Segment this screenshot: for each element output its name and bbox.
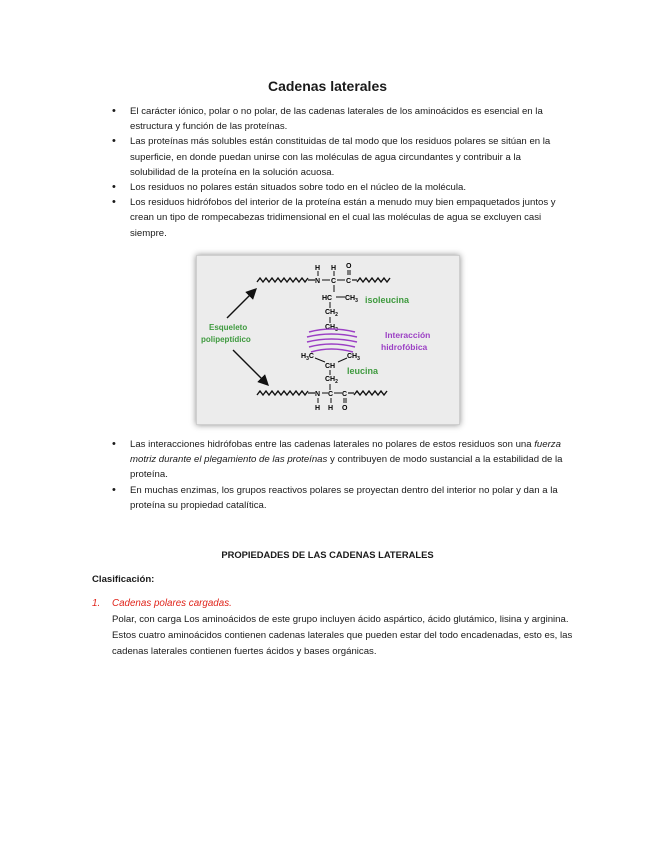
atom-c: C xyxy=(346,278,352,285)
group-ch3-b: $CH_3$ xyxy=(325,324,338,333)
item-body: Polar, con carga Los aminoácidos de este grupo incluyen ácido aspártico, ácido glutámico, lisina y arginina. Estos cuatro aminoácidos contienen cadenas laterales que pueden estar del todo encadenadas, esto es, las cadenas laterales contienen fuertes ácidos y bases orgánicas. xyxy=(112,614,573,657)
backbone-bottom-left xyxy=(257,391,308,395)
backbone-label-1: Esqueleto xyxy=(209,323,248,332)
list-item: • Las proteínas más solubles están constituidas de tal modo que los residuos polares se sitúan en la superficie, en donde puedan unirse con las moléculas de agua circundantes y contribuir a la solubilidad de la proteína en la solución acuosa. xyxy=(112,134,567,180)
atom-h: H xyxy=(315,405,321,412)
atom-n: N xyxy=(315,391,321,398)
group-h3c: $H_3C$ xyxy=(301,353,314,362)
numbered-item-heading: 1. Cadenas polares cargadas. xyxy=(92,598,232,609)
backbone-top-left xyxy=(257,278,308,282)
group-ch3-c: $CH_3$ xyxy=(347,353,360,362)
bullet-list-top xyxy=(112,104,567,241)
list-item: • Los residuos hidrófobos del interior de la proteína están a menudo muy bien empaquetados juntos y crean un tipo de rompecabezas tridimensional en el cual las moléculas de agua se excluyen casi siempre. xyxy=(112,195,567,241)
group-ch3-a: $CH_3$ xyxy=(345,295,358,304)
item-title: Cadenas polares cargadas xyxy=(112,598,230,609)
group-hc: HC xyxy=(322,295,333,302)
hydrophobic-interaction-lines xyxy=(307,329,357,352)
arrow-down xyxy=(233,350,267,384)
backbone-label-2: polipeptídico xyxy=(201,335,251,344)
section-title: PROPIEDADES DE LAS CADENAS LATERALES xyxy=(221,549,434,560)
atom-c: C xyxy=(328,391,334,398)
atom-o: O xyxy=(346,263,352,270)
bullet-list-bottom xyxy=(112,437,567,513)
list-item: • Los residuos no polares están situados sobre todo en el núcleo de la molécula. xyxy=(112,180,567,195)
backbone-bottom-right xyxy=(354,391,387,395)
group-ch2-b: $CH_2$ xyxy=(325,376,338,385)
hydrophobic-interaction-figure xyxy=(196,255,460,425)
interaction-label-2: hidrofóbica xyxy=(381,342,428,352)
molecule-diagram xyxy=(197,256,459,424)
interaction-label-1: Interacción xyxy=(385,330,431,340)
atom-o: O xyxy=(342,405,348,412)
classification-label: Clasificación: xyxy=(92,574,155,585)
list-item: • En muchas enzimas, los grupos reactivos polares se proyectan dentro del interior no polar y dan a la proteína su propiedad catalítica. xyxy=(112,483,567,513)
isoleucine-label: isoleucina xyxy=(365,295,410,305)
backbone-top-right xyxy=(357,278,390,282)
list-item: • Las interacciones hidrófobas entre las cadenas laterales no polares de estos residuos son una fuerza motriz durante el plegamiento de las proteínas y contribuyen de modo sustancial a la estabilidad de la proteína. xyxy=(112,437,567,483)
list-item: • El carácter iónico, polar o no polar, de las cadenas laterales de los aminoácidos es esencial en la estructura y función de las proteínas. xyxy=(112,104,567,134)
item-number: 1. xyxy=(92,598,101,609)
atom-h: H xyxy=(315,265,321,272)
group-ch: CH xyxy=(325,363,336,370)
page-title: Cadenas laterales xyxy=(267,78,388,94)
emphasis-text: fuerza motriz durante el plegamiento de las proteínas xyxy=(130,439,561,466)
atom-c: C xyxy=(331,278,337,285)
atom-h: H xyxy=(331,265,337,272)
atom-c: C xyxy=(342,391,348,398)
leucine-label: leucina xyxy=(347,366,379,376)
arrow-up xyxy=(227,290,255,318)
atom-n: N xyxy=(315,278,321,285)
group-ch2-a: $CH_2$ xyxy=(325,309,338,318)
atom-h: H xyxy=(328,405,334,412)
